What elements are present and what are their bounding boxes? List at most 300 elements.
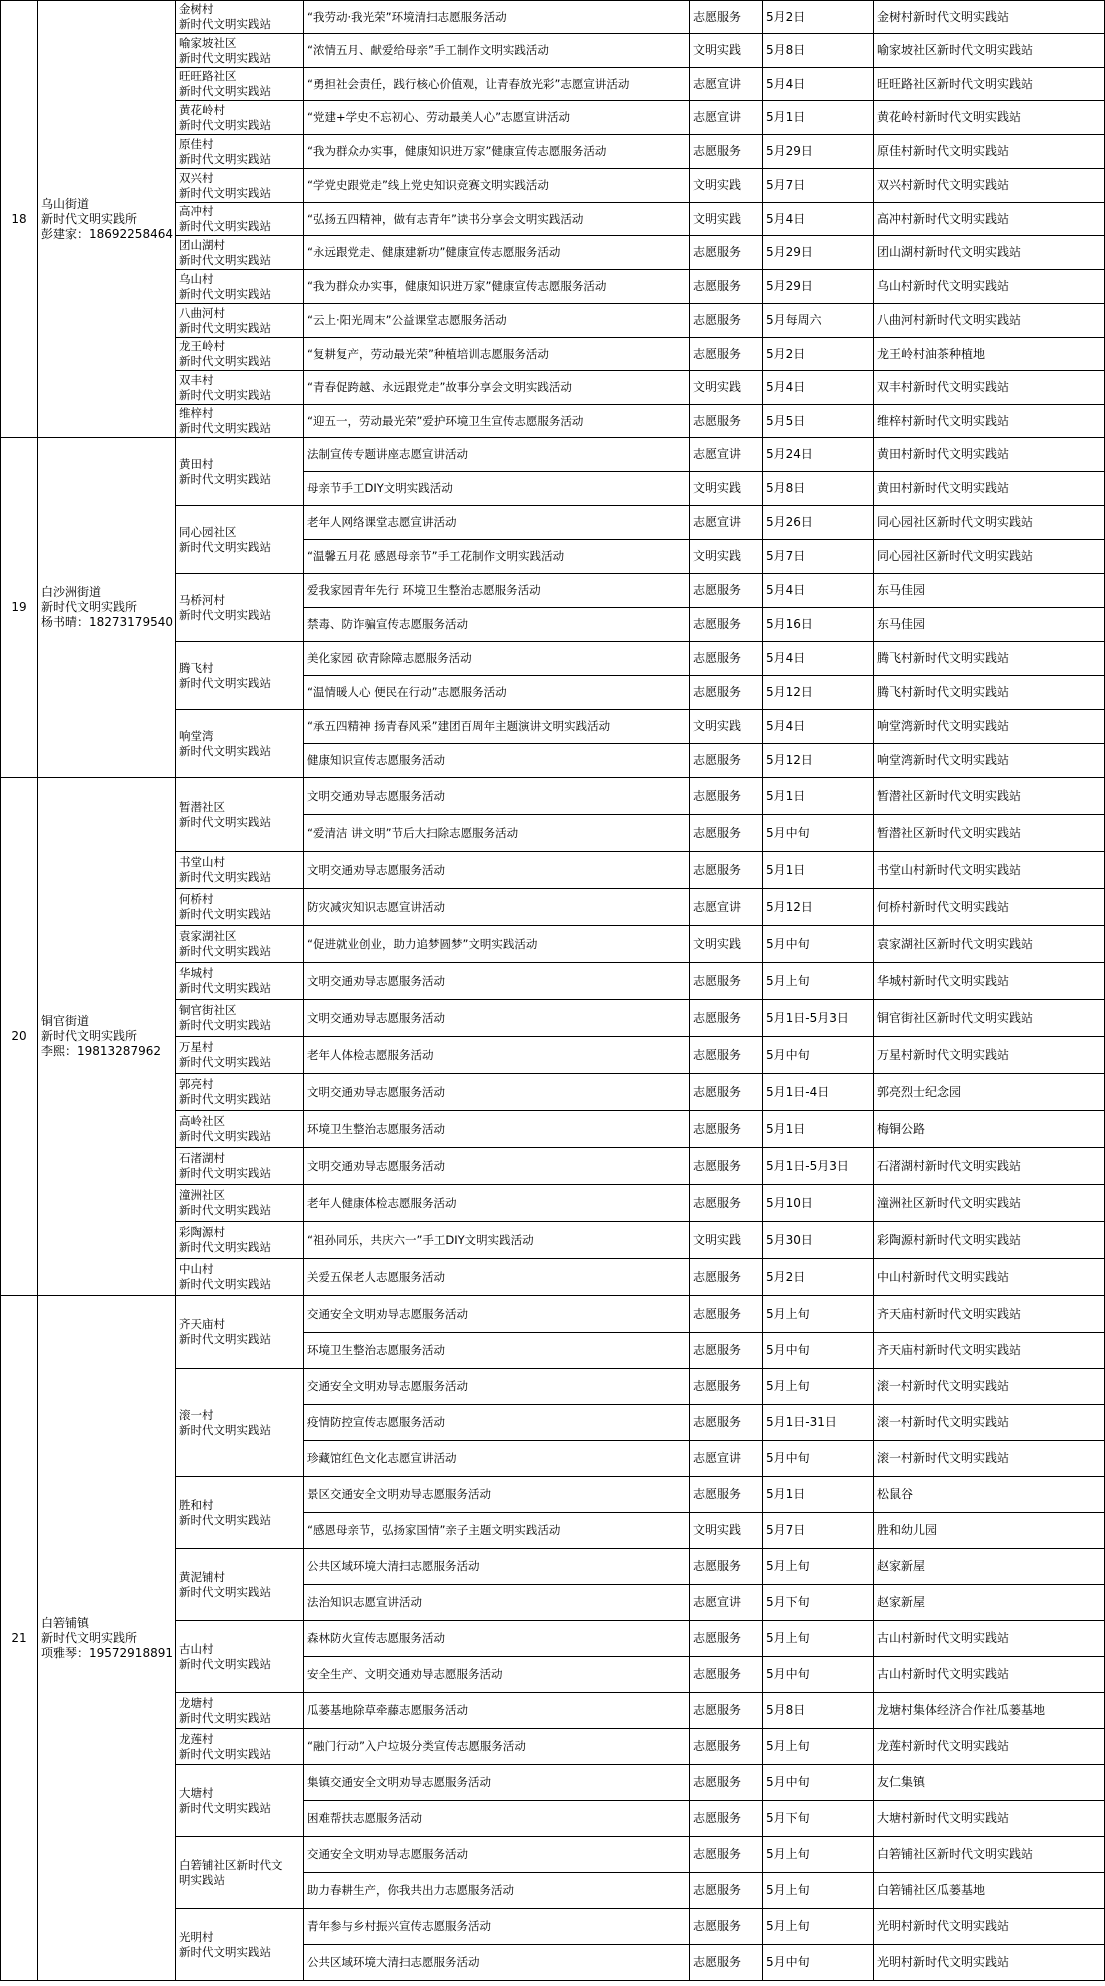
practice-station <box>176 1185 304 1222</box>
practice-station <box>176 926 304 963</box>
text-line: 马桥河村 <box>179 592 225 607</box>
activity-name: 环境卫生整治志愿服务活动 <box>304 1111 690 1148</box>
practice-station <box>176 101 304 135</box>
activity-place: 响堂湾新时代文明实践站 <box>874 710 1105 744</box>
section-number: 21 <box>1 1296 38 1981</box>
practice-station <box>176 1765 304 1837</box>
activity-type: 志愿服务 <box>690 135 763 169</box>
text-line: 新时代文明实践站 <box>179 539 271 554</box>
practice-station <box>176 1148 304 1185</box>
activity-type: 志愿服务 <box>690 1405 763 1441</box>
activity-type: 志愿服务 <box>690 236 763 270</box>
activity-place: 乌山村新时代文明实践站 <box>874 270 1105 304</box>
text-line: 潼洲社区 <box>179 1188 225 1202</box>
practice-station <box>176 1222 304 1259</box>
activity-place: 龙王岭村油茶种植地 <box>874 338 1105 371</box>
activity-type: 志愿宣讲 <box>690 438 763 472</box>
activity-type: 志愿服务 <box>690 1333 763 1369</box>
text-line: 黄田村 <box>179 456 214 471</box>
text-line: 新时代文明实践站 <box>179 84 271 98</box>
practice-station <box>176 778 304 852</box>
activity-place: 滚一村新时代文明实践站 <box>874 1369 1105 1405</box>
activity-place: 古山村新时代文明实践站 <box>874 1621 1105 1657</box>
activity-name: 疫情防控宣传志愿服务活动 <box>304 1405 690 1441</box>
activity-name: 交通安全文明劝导志愿服务活动 <box>304 1837 690 1873</box>
activity-name: 公共区域环境大清扫志愿服务活动 <box>304 1945 690 1981</box>
text-line: 新时代文明实践站 <box>179 1129 271 1143</box>
activity-type: 文明实践 <box>690 710 763 744</box>
activity-date: 5月29日 <box>763 236 874 270</box>
activity-date: 5月26日 <box>763 506 874 540</box>
text-line: 新时代文明实践站 <box>179 185 271 200</box>
activity-date: 5月上旬 <box>763 1873 874 1909</box>
activity-place: 东马佳园 <box>874 574 1105 608</box>
section-number: 18 <box>1 1 38 438</box>
activity-type: 志愿服务 <box>690 1074 763 1111</box>
text-line: 旺旺路社区 <box>179 69 237 83</box>
activity-date: 5月2日 <box>763 1259 874 1296</box>
text-line: 高冲村 <box>179 204 214 218</box>
practice-station <box>176 1477 304 1549</box>
activity-date: 5月29日 <box>763 270 874 304</box>
activity-name: 安全生产、文明交通劝导志愿服务活动 <box>304 1657 690 1693</box>
text-line: 郭亮村 <box>179 1077 214 1091</box>
text-line: 项雅琴：19572918891 <box>41 1645 173 1660</box>
text-line: 袁家湖社区 <box>179 929 237 943</box>
activity-type: 志愿服务 <box>690 1296 763 1333</box>
practice-station <box>176 506 304 574</box>
activity-place: 光明村新时代文明实践站 <box>874 1945 1105 1981</box>
text-line: 新时代文明实践站 <box>179 1240 271 1254</box>
activity-type: 志愿服务 <box>690 1259 763 1296</box>
activity-date: 5月10日 <box>763 1185 874 1222</box>
activity-place: 同心园社区新时代文明实践站 <box>874 540 1105 574</box>
activity-name: “我为群众办实事，健康知识进万家”健康宣传志愿服务活动 <box>304 270 690 304</box>
text-line: 书堂山村 <box>179 855 225 869</box>
text-line: 龙莲村 <box>179 1731 214 1746</box>
activity-date: 5月8日 <box>763 1693 874 1729</box>
activity-type: 志愿服务 <box>690 1477 763 1513</box>
activity-name: “融门行动”入户垃圾分类宣传志愿服务活动 <box>304 1729 690 1765</box>
table-row <box>1 778 1105 815</box>
activity-place: 黄花岭村新时代文明实践站 <box>874 101 1105 135</box>
text-line: 八曲河村 <box>179 305 225 320</box>
activity-name: “祖孙同乐，共庆六一”手工DIY文明实践活动 <box>304 1222 690 1259</box>
activity-type: 志愿服务 <box>690 1657 763 1693</box>
text-line: 石渚湖村 <box>179 1151 225 1165</box>
activity-type: 文明实践 <box>690 371 763 405</box>
activity-name: 公共区域环境大清扫志愿服务活动 <box>304 1549 690 1585</box>
activity-name: 法治知识志愿宣讲活动 <box>304 1585 690 1621</box>
text-line: 新时代文明实践站 <box>179 944 271 958</box>
activity-place: 古山村新时代文明实践站 <box>874 1657 1105 1693</box>
activity-name: 助力春耕生产，你我共出力志愿服务活动 <box>304 1873 690 1909</box>
activity-date: 5月1日 <box>763 1477 874 1513</box>
text-line: 新时代文明实践站 <box>179 1656 271 1671</box>
activity-name: 文明交通劝导志愿服务活动 <box>304 852 690 889</box>
table-row <box>1 438 1105 472</box>
text-line: 新时代文明实践站 <box>179 387 271 402</box>
activity-type: 志愿服务 <box>690 1549 763 1585</box>
activity-type: 志愿服务 <box>690 642 763 676</box>
activity-name: “勇担社会责任，践行核心价值观，让青春放光彩”志愿宣讲活动 <box>304 68 690 101</box>
practice-station <box>176 135 304 169</box>
activity-date: 5月2日 <box>763 1 874 34</box>
text-line: 原佳村 <box>179 136 214 151</box>
text-line: 新时代文明实践站 <box>179 675 271 690</box>
activity-type: 志愿服务 <box>690 963 763 1000</box>
text-line: 新时代文明实践站 <box>179 1944 271 1959</box>
activity-place: 龙塘村集体经济合作社瓜蒌基地 <box>874 1693 1105 1729</box>
activity-date: 5月4日 <box>763 203 874 236</box>
text-line: 高岭社区 <box>179 1114 225 1128</box>
activity-place: 胜和幼儿园 <box>874 1513 1105 1549</box>
activity-place: 铜官街社区新时代文明实践站 <box>874 1000 1105 1037</box>
practice-station <box>176 642 304 710</box>
activity-place: 八曲河村新时代文明实践站 <box>874 304 1105 338</box>
activity-place: 喻家坡社区新时代文明实践站 <box>874 34 1105 68</box>
activity-place: 暂潜社区新时代文明实践站 <box>874 815 1105 852</box>
activity-name: 文明交通劝导志愿服务活动 <box>304 778 690 815</box>
activity-type: 志愿服务 <box>690 574 763 608</box>
activity-type: 志愿宣讲 <box>690 1585 763 1621</box>
activity-place: 双丰村新时代文明实践站 <box>874 371 1105 405</box>
activity-place: 腾飞村新时代文明实践站 <box>874 676 1105 710</box>
activity-name: 老年人体检志愿服务活动 <box>304 1037 690 1074</box>
activity-date: 5月2日 <box>763 338 874 371</box>
activity-name: 交通安全文明劝导志愿服务活动 <box>304 1369 690 1405</box>
activity-date: 5月1日 <box>763 852 874 889</box>
activity-place: 石渚湖村新时代文明实践站 <box>874 1148 1105 1185</box>
activity-date: 5月12日 <box>763 744 874 778</box>
activity-place: 齐天庙村新时代文明实践站 <box>874 1333 1105 1369</box>
text-line: 响堂湾 <box>179 728 214 743</box>
activity-place: 腾飞村新时代文明实践站 <box>874 642 1105 676</box>
activity-name: 瓜蒌基地除草牵藤志愿服务活动 <box>304 1693 690 1729</box>
text-line: 白箬铺社区新时代文 <box>179 1857 283 1872</box>
activity-type: 志愿服务 <box>690 1621 763 1657</box>
activity-place: 大塘村新时代文明实践站 <box>874 1801 1105 1837</box>
text-line: 新时代文明实践站 <box>179 1800 271 1815</box>
text-line: 白沙洲街道 <box>41 585 102 599</box>
activity-name: “复耕复产，劳动最光荣”种植培训志愿服务活动 <box>304 338 690 371</box>
text-line: 新时代文明实践所 <box>41 211 138 226</box>
text-line: 新时代文明实践站 <box>179 1746 271 1761</box>
activity-type: 志愿服务 <box>690 304 763 338</box>
activity-date: 5月12日 <box>763 889 874 926</box>
activity-place: 光明村新时代文明实践站 <box>874 1909 1105 1945</box>
activity-place: 团山湖村新时代文明实践站 <box>874 236 1105 270</box>
activity-type: 志愿服务 <box>690 1765 763 1801</box>
activity-place: 白箬铺社区瓜蒌基地 <box>874 1873 1105 1909</box>
activity-place: 黄田村新时代文明实践站 <box>874 472 1105 506</box>
activity-date: 5月上旬 <box>763 1621 874 1657</box>
activity-type: 志愿服务 <box>690 1148 763 1185</box>
practice-institute <box>38 778 176 1296</box>
text-line: 彩陶源村 <box>179 1225 225 1239</box>
activity-place: 何桥村新时代文明实践站 <box>874 889 1105 926</box>
activity-date: 5月1日-4日 <box>763 1074 874 1111</box>
activity-name: 法制宣传专题讲座志愿宣讲活动 <box>304 438 690 472</box>
activity-place: 书堂山村新时代文明实践站 <box>874 852 1105 889</box>
activity-place: 袁家湖社区新时代文明实践站 <box>874 926 1105 963</box>
activity-date: 5月中旬 <box>763 926 874 963</box>
activity-date: 5月4日 <box>763 574 874 608</box>
activity-place: 龙莲村新时代文明实践站 <box>874 1729 1105 1765</box>
activity-place: 万星村新时代文明实践站 <box>874 1037 1105 1074</box>
activity-date: 5月中旬 <box>763 1333 874 1369</box>
activity-place: 彩陶源村新时代文明实践站 <box>874 1222 1105 1259</box>
text-line: 光明村 <box>179 1929 214 1944</box>
activity-date: 5月4日 <box>763 371 874 405</box>
activity-name: 母亲节手工DIY文明实践活动 <box>304 472 690 506</box>
text-line: 新时代文明实践站 <box>179 219 271 233</box>
text-line: 新时代文明实践站 <box>179 1512 271 1527</box>
practice-institute <box>38 1 176 438</box>
activity-type: 志愿服务 <box>690 1945 763 1981</box>
activity-name: 健康知识宣传志愿服务活动 <box>304 744 690 778</box>
activity-type: 志愿服务 <box>690 1729 763 1765</box>
activity-date: 5月1日 <box>763 101 874 135</box>
activity-name: 珍藏馆红色文化志愿宣讲活动 <box>304 1441 690 1477</box>
text-line: 新时代文明实践站 <box>179 1422 271 1437</box>
activity-date: 5月上旬 <box>763 1909 874 1945</box>
activity-date: 5月4日 <box>763 710 874 744</box>
activity-place: 响堂湾新时代文明实践站 <box>874 744 1105 778</box>
text-line: 新时代文明实践站 <box>179 1166 271 1180</box>
activity-place: 高冲村新时代文明实践站 <box>874 203 1105 236</box>
activity-date: 5月中旬 <box>763 1037 874 1074</box>
text-line: 新时代文明实践站 <box>179 50 271 65</box>
activity-name: “党建+学史不忘初心、劳动最美人心”志愿宣讲活动 <box>304 101 690 135</box>
activity-date: 5月上旬 <box>763 963 874 1000</box>
text-line: 金树村 <box>179 2 214 16</box>
text-line: 新时代文明实践站 <box>179 1203 271 1217</box>
text-line: 何桥村 <box>179 892 214 906</box>
activity-date: 5月8日 <box>763 34 874 68</box>
practice-station <box>176 1000 304 1037</box>
activity-place: 郭亮烈士纪念园 <box>874 1074 1105 1111</box>
text-line: 新时代文明实践站 <box>179 320 271 335</box>
text-line: 龙塘村 <box>179 1695 214 1710</box>
activity-name: “我劳动·我光荣”环境清扫志愿服务活动 <box>304 1 690 34</box>
text-line: 明实践站 <box>179 1872 225 1887</box>
activity-type: 志愿服务 <box>690 1369 763 1405</box>
text-line: 大塘村 <box>179 1785 214 1800</box>
practice-station <box>176 574 304 642</box>
activity-type: 志愿服务 <box>690 338 763 371</box>
activity-name: 爱我家园青年先行 环境卫生整治志愿服务活动 <box>304 574 690 608</box>
text-line: 维梓村 <box>179 406 214 420</box>
text-line: 新时代文明实践站 <box>179 471 271 486</box>
activity-type: 文明实践 <box>690 203 763 236</box>
activity-name: 交通安全文明劝导志愿服务活动 <box>304 1296 690 1333</box>
text-line: 华城村 <box>179 966 214 980</box>
activity-date: 5月上旬 <box>763 1837 874 1873</box>
activity-date: 5月1日-5月3日 <box>763 1000 874 1037</box>
activity-place: 白箬铺社区新时代文明实践站 <box>874 1837 1105 1873</box>
activity-type: 文明实践 <box>690 1222 763 1259</box>
text-line: 新时代文明实践所 <box>41 600 138 614</box>
text-line: 新时代文明实践站 <box>179 354 271 368</box>
text-line: 双兴村 <box>179 170 214 185</box>
activity-name: “云上·阳光周末”公益课堂志愿服务活动 <box>304 304 690 338</box>
practice-station <box>176 963 304 1000</box>
activity-name: “温情暖人心 便民在行动”志愿服务活动 <box>304 676 690 710</box>
activity-name: “促进就业创业，助力追梦圆梦”文明实践活动 <box>304 926 690 963</box>
text-line: 新时代文明实践站 <box>179 1277 271 1291</box>
activity-date: 5月每周六 <box>763 304 874 338</box>
activity-type: 志愿服务 <box>690 1111 763 1148</box>
activity-date: 5月7日 <box>763 169 874 203</box>
text-line: 齐天庙村 <box>179 1317 225 1331</box>
text-line: 双丰村 <box>179 372 214 387</box>
activity-name: 关爱五保老人志愿服务活动 <box>304 1259 690 1296</box>
practice-station <box>176 852 304 889</box>
activity-name: 文明交通劝导志愿服务活动 <box>304 1000 690 1037</box>
activity-type: 志愿服务 <box>690 608 763 642</box>
text-line: 同心园社区 <box>179 524 237 539</box>
activity-type: 志愿服务 <box>690 1909 763 1945</box>
activity-place: 梅铜公路 <box>874 1111 1105 1148</box>
text-line: 李熙：19813287962 <box>41 1044 161 1058</box>
activity-date: 5月29日 <box>763 135 874 169</box>
text-line: 腾飞村 <box>179 660 214 675</box>
activity-name: 美化家园 砍青除障志愿服务活动 <box>304 642 690 676</box>
activity-name: 文明交通劝导志愿服务活动 <box>304 963 690 1000</box>
activity-type: 文明实践 <box>690 540 763 574</box>
section-number: 20 <box>1 778 38 1296</box>
activity-name: “青春促跨越、永远跟党走”故事分享会文明实践活动 <box>304 371 690 405</box>
activity-type: 志愿服务 <box>690 852 763 889</box>
activity-date: 5月7日 <box>763 1513 874 1549</box>
practice-station <box>176 1549 304 1621</box>
activity-date: 5月中旬 <box>763 1657 874 1693</box>
text-line: 万星村 <box>179 1040 214 1054</box>
activity-place: 滚一村新时代文明实践站 <box>874 1441 1105 1477</box>
activity-name: 青年参与乡村振兴宣传志愿服务活动 <box>304 1909 690 1945</box>
text-line: 乌山街道 <box>41 196 90 211</box>
activity-place: 滚一村新时代文明实践站 <box>874 1405 1105 1441</box>
activity-date: 5月7日 <box>763 540 874 574</box>
text-line: 古山村 <box>179 1641 214 1656</box>
practice-station <box>176 1296 304 1369</box>
activity-place: 金树村新时代文明实践站 <box>874 1 1105 34</box>
activity-date: 5月8日 <box>763 472 874 506</box>
activity-type: 志愿服务 <box>690 1693 763 1729</box>
text-line: 新时代文明实践站 <box>179 814 271 829</box>
text-line: 龙王岭村 <box>179 339 225 353</box>
text-line: 新时代文明实践站 <box>179 1092 271 1106</box>
activity-type: 志愿宣讲 <box>690 889 763 926</box>
activity-date: 5月上旬 <box>763 1729 874 1765</box>
activity-type: 志愿服务 <box>690 1185 763 1222</box>
activity-place: 松鼠谷 <box>874 1477 1105 1513</box>
activity-name: 景区交通安全文明劝导志愿服务活动 <box>304 1477 690 1513</box>
activity-name: 禁毒、防诈骗宣传志愿服务活动 <box>304 608 690 642</box>
activity-name: 老年人网络课堂志愿宣讲活动 <box>304 506 690 540</box>
activity-type: 志愿宣讲 <box>690 68 763 101</box>
activity-place: 黄田村新时代文明实践站 <box>874 438 1105 472</box>
activity-type: 志愿宣讲 <box>690 101 763 135</box>
text-line: 新时代文明实践站 <box>179 1055 271 1069</box>
practice-station <box>176 203 304 236</box>
practice-institute <box>38 1296 176 1981</box>
practice-station <box>176 1837 304 1909</box>
activity-date: 5月4日 <box>763 68 874 101</box>
text-line: 新时代文明实践站 <box>179 421 271 435</box>
activity-name: 环境卫生整治志愿服务活动 <box>304 1333 690 1369</box>
activity-name: 文明交通劝导志愿服务活动 <box>304 1074 690 1111</box>
activity-place: 友仁集镇 <box>874 1765 1105 1801</box>
activity-type: 志愿服务 <box>690 1801 763 1837</box>
activity-name: 防灾减灾知识志愿宣讲活动 <box>304 889 690 926</box>
activity-type: 志愿服务 <box>690 815 763 852</box>
activity-place: 赵家新屋 <box>874 1585 1105 1621</box>
activity-date: 5月4日 <box>763 642 874 676</box>
practice-station <box>176 338 304 371</box>
text-line: 新时代文明实践所 <box>41 1630 138 1645</box>
activity-name: “永远跟党走、健康建新功”健康宣传志愿服务活动 <box>304 236 690 270</box>
practice-station <box>176 68 304 101</box>
activity-type: 志愿宣讲 <box>690 506 763 540</box>
activity-date: 5月16日 <box>763 608 874 642</box>
activity-type: 文明实践 <box>690 1513 763 1549</box>
text-line: 新时代文明实践站 <box>179 907 271 921</box>
text-line: 喻家坡社区 <box>179 35 237 50</box>
text-line: 新时代文明实践站 <box>179 286 271 301</box>
activity-date: 5月30日 <box>763 1222 874 1259</box>
practice-station <box>176 270 304 304</box>
practice-station <box>176 1369 304 1477</box>
activity-date: 5月下旬 <box>763 1585 874 1621</box>
practice-station <box>176 169 304 203</box>
activity-date: 5月1日-31日 <box>763 1405 874 1441</box>
practice-station <box>176 1693 304 1729</box>
text-line: 胜和村 <box>179 1497 214 1512</box>
practice-station <box>176 1621 304 1693</box>
activity-name: 文明交通劝导志愿服务活动 <box>304 1148 690 1185</box>
text-line: 新时代文明实践站 <box>179 607 271 622</box>
practice-station <box>176 1111 304 1148</box>
activity-date: 5月1日-5月3日 <box>763 1148 874 1185</box>
text-line: 铜官街道 <box>41 1014 90 1028</box>
activity-type: 文明实践 <box>690 926 763 963</box>
practice-station <box>176 710 304 778</box>
activity-type: 志愿服务 <box>690 1837 763 1873</box>
activity-type: 志愿服务 <box>690 778 763 815</box>
practice-station <box>176 1909 304 1981</box>
activity-type: 志愿服务 <box>690 676 763 710</box>
activity-date: 5月中旬 <box>763 815 874 852</box>
text-line: 滚一村 <box>179 1407 214 1422</box>
activity-type: 志愿服务 <box>690 1873 763 1909</box>
text-line: 新时代文明实践站 <box>179 1332 271 1346</box>
section-number: 19 <box>1 438 38 778</box>
activity-place: 赵家新屋 <box>874 1549 1105 1585</box>
activity-date: 5月1日 <box>763 1111 874 1148</box>
text-line: 团山湖村 <box>179 237 225 252</box>
text-line: 白箬铺镇 <box>41 1615 90 1630</box>
activity-type: 志愿服务 <box>690 1 763 34</box>
text-line: 新时代文明实践站 <box>179 252 271 267</box>
text-line: 新时代文明实践站 <box>179 1018 271 1032</box>
practice-station <box>176 889 304 926</box>
table-row <box>1 1 1105 34</box>
activity-date: 5月中旬 <box>763 1765 874 1801</box>
activity-name: 集镇交通安全文明劝导志愿服务活动 <box>304 1765 690 1801</box>
text-line: 黄花岭村 <box>179 102 225 117</box>
